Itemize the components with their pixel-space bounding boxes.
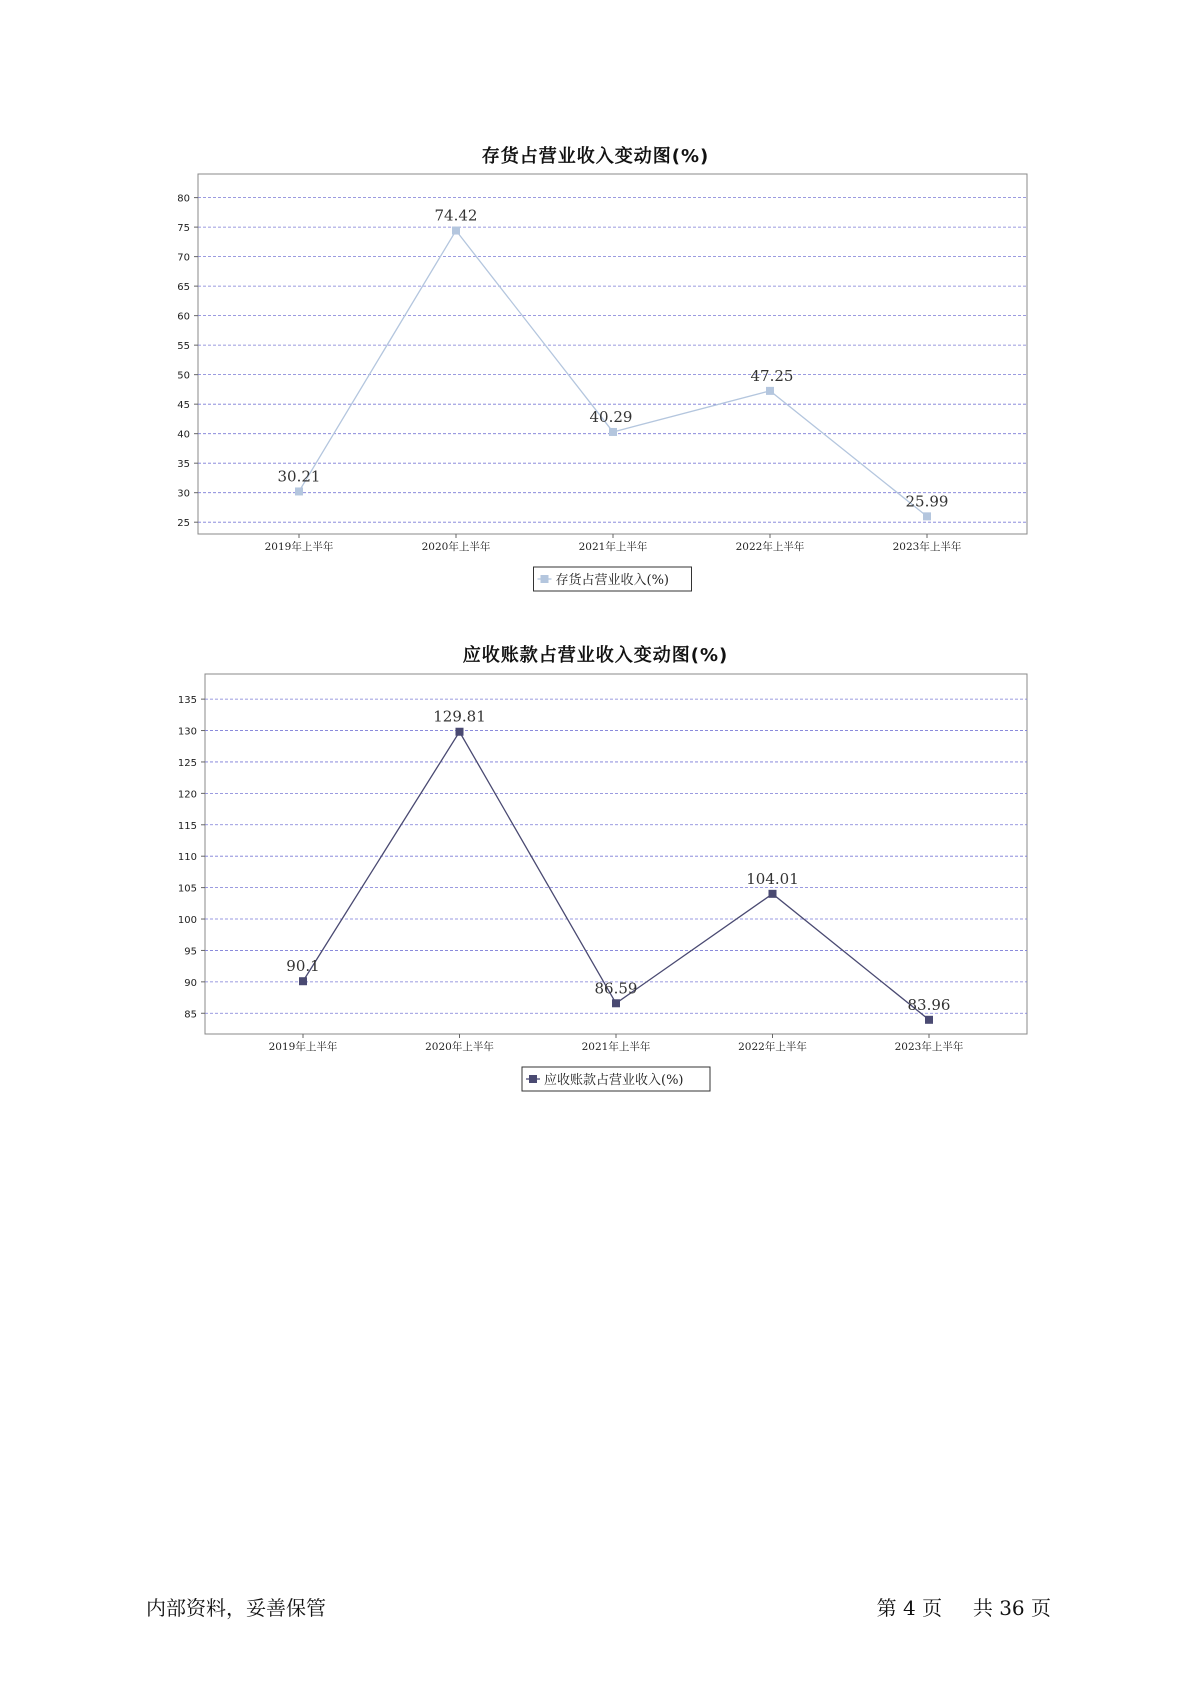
x-tick-label: 2022年上半年 bbox=[735, 541, 805, 553]
data-label: 47.25 bbox=[750, 366, 794, 385]
y-tick-label: 80 bbox=[177, 193, 190, 205]
y-tick-label: 135 bbox=[177, 695, 197, 707]
x-tick-label: 2020年上半年 bbox=[425, 1041, 494, 1053]
y-tick-label: 120 bbox=[177, 789, 197, 801]
data-label: 25.99 bbox=[905, 492, 949, 511]
x-tick-label: 2023年上半年 bbox=[894, 1041, 964, 1053]
data-point-marker bbox=[769, 890, 777, 898]
x-tick-label: 2022年上半年 bbox=[738, 1041, 807, 1053]
chart-1-title: 存货占营业收入变动图(%) bbox=[481, 146, 710, 167]
y-tick-label: 60 bbox=[177, 311, 190, 323]
y-tick-label: 35 bbox=[177, 459, 190, 471]
y-tick-label: 30 bbox=[177, 488, 190, 500]
page-suffix: 页 bbox=[922, 1596, 943, 1620]
footer-confidential-note: 内部资料，妥善保管 bbox=[146, 1596, 326, 1620]
total-suffix: 页 bbox=[1031, 1596, 1051, 1620]
data-label: 74.42 bbox=[434, 206, 478, 225]
x-tick-label: 2021年上半年 bbox=[581, 1041, 651, 1053]
x-tick-label: 2020年上半年 bbox=[421, 541, 491, 553]
y-tick-label: 50 bbox=[177, 370, 190, 382]
y-tick-label: 130 bbox=[177, 726, 197, 738]
y-tick-label: 105 bbox=[177, 883, 197, 895]
x-tick-label: 2021年上半年 bbox=[578, 541, 648, 553]
data-label: 129.81 bbox=[433, 707, 486, 726]
data-label: 83.96 bbox=[907, 995, 951, 1014]
y-tick-label: 55 bbox=[177, 341, 190, 353]
data-label: 30.21 bbox=[277, 467, 321, 486]
data-point-marker bbox=[299, 977, 307, 985]
data-point-marker bbox=[925, 1016, 933, 1024]
page-number: 4 bbox=[903, 1596, 916, 1620]
y-tick-label: 115 bbox=[177, 820, 197, 832]
data-point-marker bbox=[456, 728, 464, 736]
y-tick-label: 40 bbox=[177, 429, 190, 441]
data-point-marker bbox=[612, 999, 620, 1007]
data-label: 86.59 bbox=[594, 979, 638, 998]
total-pages: 36 bbox=[999, 1596, 1025, 1620]
y-tick-label: 125 bbox=[177, 757, 197, 769]
x-tick-label: 2019年上半年 bbox=[264, 541, 334, 553]
y-tick-label: 100 bbox=[177, 915, 197, 927]
y-tick-label: 65 bbox=[177, 282, 190, 294]
chart-2-title: 应收账款占营业收入变动图(%) bbox=[462, 645, 729, 666]
page-prefix: 第 bbox=[876, 1596, 897, 1620]
y-tick-label: 70 bbox=[177, 252, 190, 264]
legend bbox=[522, 1067, 710, 1091]
data-label: 90.1 bbox=[286, 957, 320, 976]
y-tick-label: 25 bbox=[177, 518, 190, 530]
y-tick-label: 85 bbox=[184, 1009, 197, 1021]
y-tick-label: 45 bbox=[177, 400, 190, 412]
data-label: 40.29 bbox=[589, 407, 633, 426]
data-label: 104.01 bbox=[746, 869, 799, 888]
y-tick-label: 95 bbox=[184, 946, 197, 958]
y-tick-label: 90 bbox=[184, 977, 197, 989]
total-prefix: 共 bbox=[972, 1596, 993, 1620]
y-tick-label: 110 bbox=[177, 852, 197, 864]
legend-marker bbox=[529, 1075, 537, 1083]
legend-label: 应收账款占营业收入(%) bbox=[544, 1073, 684, 1088]
x-tick-label: 2019年上半年 bbox=[268, 1041, 338, 1053]
footer-page-info bbox=[877, 1592, 1051, 1621]
legend-label: 存货占营业收入(%) bbox=[555, 573, 669, 588]
y-tick-label: 75 bbox=[177, 223, 190, 235]
x-tick-label: 2023年上半年 bbox=[892, 541, 962, 553]
